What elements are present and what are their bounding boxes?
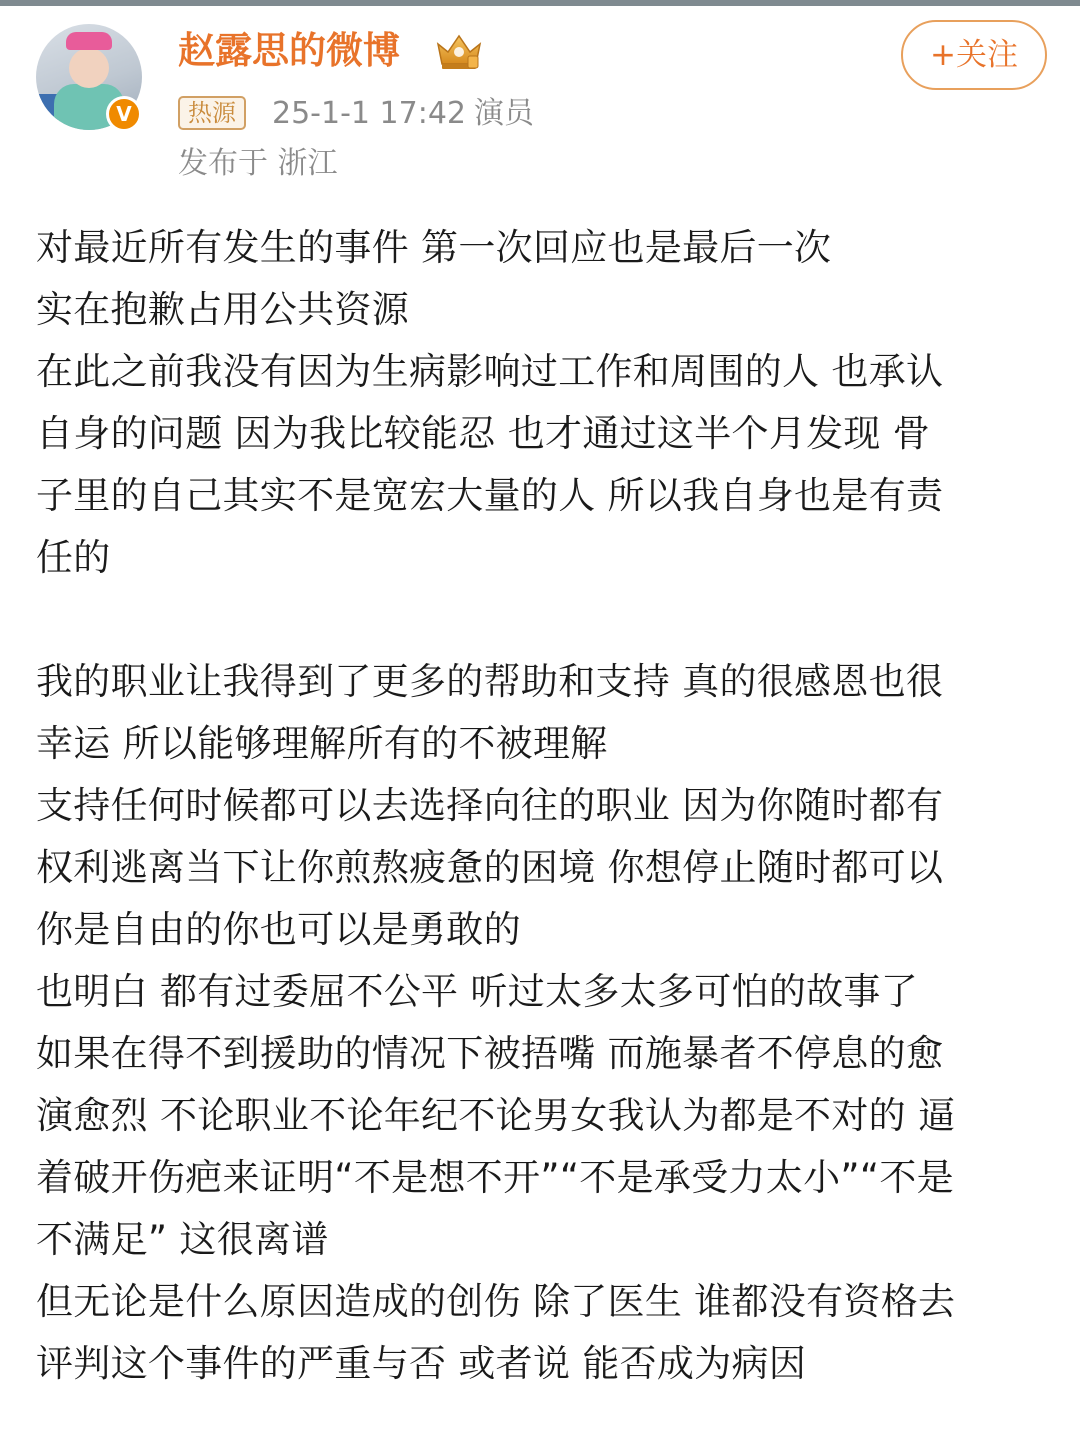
- author-role: 演员: [474, 96, 534, 131]
- post-line: 对最近所有发生的事件 第一次回应也是最后一次: [36, 226, 832, 269]
- verified-badge-icon: V: [106, 96, 142, 132]
- post-line: 幸运 所以能够理解所有的不被理解: [36, 722, 608, 765]
- post-timestamp: 25-1-1 17:42: [272, 96, 466, 131]
- post-line-blank: [36, 589, 1046, 651]
- post-content: [36, 217, 1046, 1395]
- post-line: 你是自由的你也可以是勇敢的: [36, 908, 521, 951]
- status-strip: [0, 0, 1080, 6]
- post-line: 着破开伤疤来证明“不是想不开”“不是承受力太小”“不是: [36, 1156, 954, 1199]
- post-line: 子里的自己其实不是宽宏大量的人 所以我自身也是有责: [36, 474, 944, 517]
- avatar-hat: [66, 32, 112, 50]
- hot-source-tag[interactable]: 热源: [178, 96, 246, 130]
- crown-icon: [434, 32, 484, 72]
- post-line: 我的职业让我得到了更多的帮助和支持 真的很感恩也很: [36, 660, 944, 703]
- post-line: 演愈烈 不论职业不论年纪不论男女我认为都是不对的 逼: [36, 1094, 956, 1137]
- post-line: 实在抱歉占用公共资源: [36, 288, 409, 331]
- post-line: 不满足” 这很离谱: [36, 1218, 329, 1261]
- post-location: 发布于 浙江: [178, 146, 338, 181]
- post-line: 如果在得不到援助的情况下被捂嘴 而施暴者不停息的愈: [36, 1032, 944, 1075]
- follow-button[interactable]: +关注: [901, 20, 1047, 90]
- avatar-face: [69, 48, 109, 88]
- post-line: 权利逃离当下让你煎熬疲惫的困境 你想停止随时都可以: [36, 846, 944, 889]
- post-line: 评判这个事件的严重与否 或者说 能否成为病因: [36, 1342, 807, 1385]
- post-line: 支持任何时候都可以去选择向往的职业 因为你随时都有: [36, 784, 944, 827]
- post-line: 但无论是什么原因造成的创伤 除了医生 谁都没有资格去: [36, 1280, 956, 1323]
- author-name[interactable]: 赵露思的微博: [178, 29, 400, 72]
- post-line: 在此之前我没有因为生病影响过工作和周围的人 也承认: [36, 350, 944, 393]
- post-line: 任的: [36, 536, 111, 579]
- post-line: 自身的问题 因为我比较能忍 也才通过这半个月发现 骨: [36, 412, 931, 455]
- post-line: 也明白 都有过委屈不公平 听过太多太多可怕的故事了: [36, 970, 919, 1013]
